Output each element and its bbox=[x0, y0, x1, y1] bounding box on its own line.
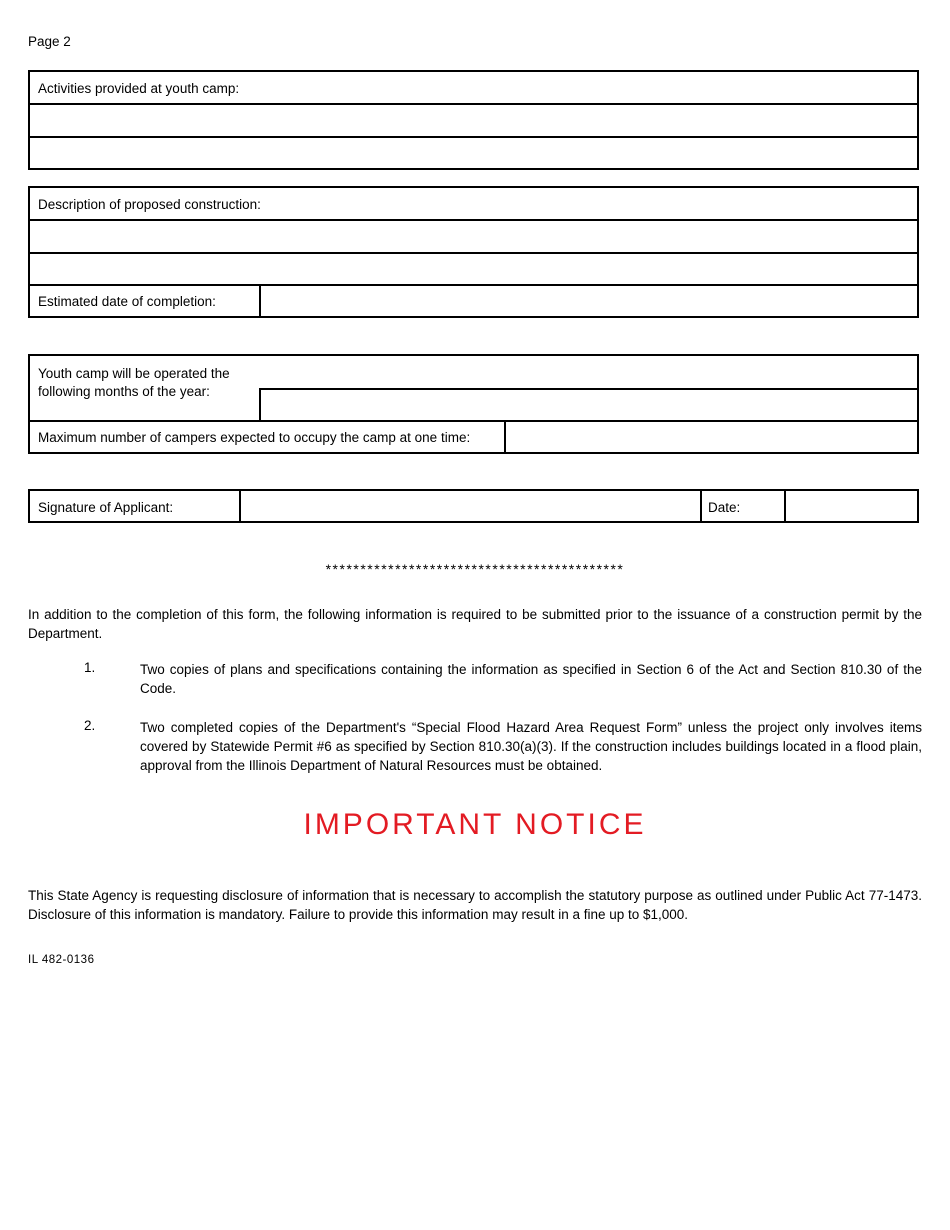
item-number: 2. bbox=[84, 718, 96, 733]
max-campers-field[interactable] bbox=[509, 423, 913, 451]
separator: ******************************************* bbox=[325, 561, 625, 577]
construction-line-2[interactable] bbox=[34, 255, 913, 284]
operating-months-label: Youth camp will be operated the following months of the year: bbox=[38, 366, 230, 399]
form-code: IL 482-0136 bbox=[28, 954, 95, 966]
signature-section bbox=[28, 489, 919, 523]
construction-label: Description of proposed construction: bbox=[38, 197, 261, 212]
activities-line-2[interactable] bbox=[34, 139, 913, 166]
construction-line-1[interactable] bbox=[34, 222, 913, 251]
requirement-item: Two completed copies of the Department's “Special Flood Hazard Area Request Form” unless the project only involves items covered by Statewide Permit #6 as specified by Section 810.30(a)(3). If the construction includes buildings located in a flood plain, approval from the Illinois Department of Natural Resources must be obtained. bbox=[140, 720, 922, 773]
requirement-item: Two copies of plans and specifications containing the information as specified in Section 6 of the Act and Section 810.30 of the Code. bbox=[140, 662, 922, 696]
date-label: Date: bbox=[708, 500, 741, 515]
important-notice-title: IMPORTANT NOTICE bbox=[303, 808, 647, 841]
requirements-intro: In addition to the completion of this form, the following information is required to be submitted prior to the issuance of a construction permit by the Department. bbox=[28, 607, 922, 641]
page-number: Page 2 bbox=[28, 34, 71, 49]
operation-section bbox=[28, 354, 919, 454]
completion-date-field[interactable] bbox=[264, 287, 913, 315]
item-number: 1. bbox=[84, 660, 96, 675]
signature-label: Signature of Applicant: bbox=[38, 500, 174, 515]
construction-section bbox=[28, 186, 919, 318]
max-campers-label: Maximum number of campers expected to occupy the camp at one time: bbox=[38, 430, 471, 445]
operating-months-line-2[interactable] bbox=[264, 392, 913, 418]
activities-line-1[interactable] bbox=[34, 106, 913, 135]
operating-months-line-1[interactable] bbox=[264, 360, 913, 386]
date-field[interactable] bbox=[789, 494, 913, 519]
signature-field[interactable] bbox=[244, 494, 699, 519]
notice-body: This State Agency is requesting disclosure of information that is necessary to accomplish the statutory purpose as outlined under Public Act 77-1473. Disclosure of this information is mandatory. Failure to provide this information may result in a fine up to $1,000. bbox=[28, 888, 922, 922]
activities-section bbox=[28, 70, 919, 170]
activities-label: Activities provided at youth camp: bbox=[38, 81, 240, 96]
completion-date-label: Estimated date of completion: bbox=[38, 294, 216, 309]
